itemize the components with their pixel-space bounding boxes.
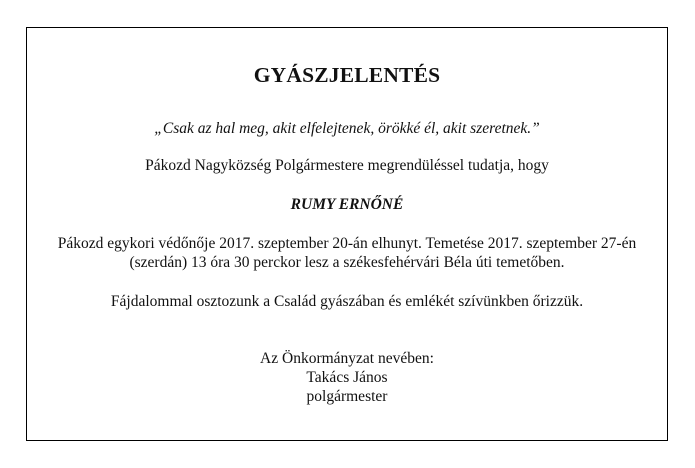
- announcement-intro: Pákozd Nagyközség Polgármestere megrendüléssel tudatja, hogy: [145, 157, 549, 174]
- signature-block: [27, 349, 667, 406]
- condolence-message: Fájdalommal osztozunk a Család gyászában és emlékét szívünkben őrizzük.: [110, 293, 584, 310]
- signature-on-behalf: Az Önkormányzat nevében:: [260, 350, 434, 367]
- signature-role: polgármester: [306, 388, 388, 405]
- funeral-details-line-2: (szerdán) 13 óra 30 perckor lesz a székesfehérvári Béla úti temetőben.: [129, 254, 565, 271]
- obituary-notice-frame: [26, 27, 668, 441]
- signature-name: Takács János: [306, 369, 388, 386]
- deceased-name: RUMY ERNŐNÉ: [290, 196, 404, 213]
- funeral-details: [27, 234, 667, 272]
- notice-title: GYÁSZJELENTÉS: [253, 63, 441, 87]
- funeral-details-line-1: Pákozd egykori védőnője 2017. szeptember 20-án elhunyt. Temetése 2017. szeptember 27-én: [57, 235, 637, 252]
- motto-quote: „Csak az hal meg, akit elfelejtenek, örökké él, akit szeretnek.”: [154, 120, 540, 137]
